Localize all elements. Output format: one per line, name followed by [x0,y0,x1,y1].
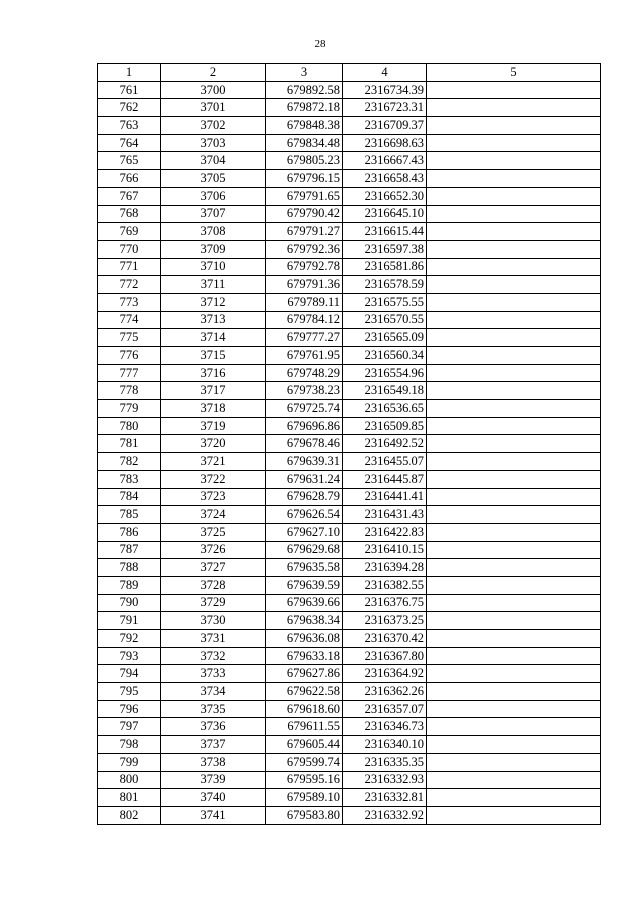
note-cell [427,594,601,612]
row-number-cell: 800 [98,771,161,789]
x-coordinate-cell: 679777.27 [266,329,343,347]
table-row [98,736,601,754]
note-cell [427,647,601,665]
point-number-cell: 3712 [161,293,266,311]
note-cell [427,630,601,648]
table-header [98,64,601,82]
y-coordinate-cell: 2316382.55 [343,576,427,594]
point-number-cell: 3721 [161,453,266,471]
point-number-cell: 3732 [161,647,266,665]
point-number-cell: 3740 [161,789,266,807]
y-coordinate-cell: 2316335.35 [343,753,427,771]
x-coordinate-cell: 679631.24 [266,470,343,488]
point-number-cell: 3724 [161,506,266,524]
y-coordinate-cell: 2316560.34 [343,347,427,365]
x-coordinate-cell: 679796.15 [266,170,343,188]
table-row [98,347,601,365]
note-cell [427,152,601,170]
row-number-cell: 783 [98,470,161,488]
y-coordinate-cell: 2316565.09 [343,329,427,347]
point-number-cell: 3736 [161,718,266,736]
note-cell [427,506,601,524]
y-coordinate-cell: 2316370.42 [343,630,427,648]
y-coordinate-cell: 2316709.37 [343,117,427,135]
x-coordinate-cell: 679626.54 [266,506,343,524]
note-cell [427,99,601,117]
table-row [98,488,601,506]
y-coordinate-cell: 2316575.55 [343,293,427,311]
note-cell [427,134,601,152]
note-cell [427,223,601,241]
x-coordinate-cell: 679848.38 [266,117,343,135]
note-cell [427,683,601,701]
x-coordinate-cell: 679599.74 [266,753,343,771]
table-row [98,170,601,188]
y-coordinate-cell: 2316362.26 [343,683,427,701]
table-row [98,789,601,807]
note-cell [427,258,601,276]
y-coordinate-cell: 2316597.38 [343,240,427,258]
table-row [98,134,601,152]
note-cell [427,347,601,365]
table-row [98,152,601,170]
x-coordinate-cell: 679738.23 [266,382,343,400]
y-coordinate-cell: 2316332.93 [343,771,427,789]
x-coordinate-cell: 679618.60 [266,700,343,718]
row-number-cell: 798 [98,736,161,754]
note-cell [427,240,601,258]
x-coordinate-cell: 679761.95 [266,347,343,365]
point-number-cell: 3741 [161,806,266,824]
coordinates-table [97,63,601,825]
row-number-cell: 799 [98,753,161,771]
note-cell [427,293,601,311]
row-number-cell: 770 [98,240,161,258]
y-coordinate-cell: 2316509.85 [343,417,427,435]
x-coordinate-cell: 679725.74 [266,400,343,418]
point-number-cell: 3716 [161,364,266,382]
row-number-cell: 792 [98,630,161,648]
y-coordinate-cell: 2316652.30 [343,187,427,205]
table-row [98,771,601,789]
row-number-cell: 774 [98,311,161,329]
y-coordinate-cell: 2316667.43 [343,152,427,170]
row-number-cell: 782 [98,453,161,471]
note-cell [427,576,601,594]
table-row [98,700,601,718]
y-coordinate-cell: 2316455.07 [343,453,427,471]
table-row [98,99,601,117]
point-number-cell: 3723 [161,488,266,506]
table-row [98,382,601,400]
x-coordinate-cell: 679589.10 [266,789,343,807]
x-coordinate-cell: 679633.18 [266,647,343,665]
y-coordinate-cell: 2316332.92 [343,806,427,824]
note-cell [427,382,601,400]
x-coordinate-cell: 679595.16 [266,771,343,789]
table-row [98,647,601,665]
y-coordinate-cell: 2316376.75 [343,594,427,612]
point-number-cell: 3726 [161,541,266,559]
x-coordinate-cell: 679611.55 [266,718,343,736]
x-coordinate-cell: 679748.29 [266,364,343,382]
note-cell [427,718,601,736]
point-number-cell: 3714 [161,329,266,347]
note-cell [427,364,601,382]
point-number-cell: 3734 [161,683,266,701]
point-number-cell: 3710 [161,258,266,276]
y-coordinate-cell: 2316698.63 [343,134,427,152]
row-number-cell: 762 [98,99,161,117]
point-number-cell: 3720 [161,435,266,453]
note-cell [427,806,601,824]
row-number-cell: 766 [98,170,161,188]
row-number-cell: 781 [98,435,161,453]
table-row [98,293,601,311]
x-coordinate-cell: 679790.42 [266,205,343,223]
x-coordinate-cell: 679639.66 [266,594,343,612]
row-number-cell: 767 [98,187,161,205]
y-coordinate-cell: 2316441.41 [343,488,427,506]
row-number-cell: 768 [98,205,161,223]
table-row [98,417,601,435]
x-coordinate-cell: 679792.78 [266,258,343,276]
row-number-cell: 794 [98,665,161,683]
y-coordinate-cell: 2316340.10 [343,736,427,754]
point-number-cell: 3730 [161,612,266,630]
table-row [98,594,601,612]
point-number-cell: 3701 [161,99,266,117]
table-row [98,311,601,329]
note-cell [427,771,601,789]
point-number-cell: 3708 [161,223,266,241]
row-number-cell: 796 [98,700,161,718]
row-number-cell: 786 [98,523,161,541]
note-cell [427,205,601,223]
table-row [98,187,601,205]
y-coordinate-cell: 2316549.18 [343,382,427,400]
y-coordinate-cell: 2316367.80 [343,647,427,665]
table-row [98,506,601,524]
table-row [98,81,601,99]
table-row [98,205,601,223]
row-number-cell: 775 [98,329,161,347]
x-coordinate-cell: 679791.27 [266,223,343,241]
y-coordinate-cell: 2316346.73 [343,718,427,736]
point-number-cell: 3733 [161,665,266,683]
point-number-cell: 3717 [161,382,266,400]
x-coordinate-cell: 679605.44 [266,736,343,754]
x-coordinate-cell: 679583.80 [266,806,343,824]
table-row [98,806,601,824]
note-cell [427,276,601,294]
row-number-cell: 761 [98,81,161,99]
note-cell [427,736,601,754]
row-number-cell: 765 [98,152,161,170]
note-cell [427,523,601,541]
point-number-cell: 3737 [161,736,266,754]
table-row [98,753,601,771]
row-number-cell: 777 [98,364,161,382]
y-coordinate-cell: 2316373.25 [343,612,427,630]
table-row [98,612,601,630]
row-number-cell: 788 [98,559,161,577]
row-number-cell: 789 [98,576,161,594]
note-cell [427,700,601,718]
x-coordinate-cell: 679639.59 [266,576,343,594]
x-coordinate-cell: 679678.46 [266,435,343,453]
note-cell [427,789,601,807]
point-number-cell: 3738 [161,753,266,771]
note-cell [427,117,601,135]
table-row [98,523,601,541]
column-header-5: 5 [427,64,601,82]
x-coordinate-cell: 679792.36 [266,240,343,258]
y-coordinate-cell: 2316364.92 [343,665,427,683]
row-number-cell: 802 [98,806,161,824]
point-number-cell: 3705 [161,170,266,188]
table-row [98,276,601,294]
row-number-cell: 776 [98,347,161,365]
table-row [98,329,601,347]
point-number-cell: 3729 [161,594,266,612]
note-cell [427,81,601,99]
point-number-cell: 3704 [161,152,266,170]
y-coordinate-cell: 2316422.83 [343,523,427,541]
y-coordinate-cell: 2316332.81 [343,789,427,807]
table-row [98,223,601,241]
note-cell [427,470,601,488]
note-cell [427,170,601,188]
note-cell [427,488,601,506]
point-number-cell: 3703 [161,134,266,152]
x-coordinate-cell: 679622.58 [266,683,343,701]
row-number-cell: 778 [98,382,161,400]
y-coordinate-cell: 2316581.86 [343,258,427,276]
y-coordinate-cell: 2316357.07 [343,700,427,718]
point-number-cell: 3706 [161,187,266,205]
row-number-cell: 791 [98,612,161,630]
note-cell [427,187,601,205]
point-number-cell: 3725 [161,523,266,541]
table-body [98,81,601,824]
row-number-cell: 780 [98,417,161,435]
point-number-cell: 3731 [161,630,266,648]
point-number-cell: 3711 [161,276,266,294]
row-number-cell: 771 [98,258,161,276]
y-coordinate-cell: 2316723.31 [343,99,427,117]
y-coordinate-cell: 2316431.43 [343,506,427,524]
note-cell [427,311,601,329]
row-number-cell: 772 [98,276,161,294]
table-row [98,718,601,736]
note-cell [427,753,601,771]
row-number-cell: 763 [98,117,161,135]
y-coordinate-cell: 2316645.10 [343,205,427,223]
x-coordinate-cell: 679789.11 [266,293,343,311]
x-coordinate-cell: 679892.58 [266,81,343,99]
row-number-cell: 793 [98,647,161,665]
page-number: 28 [314,38,326,50]
x-coordinate-cell: 679639.31 [266,453,343,471]
row-number-cell: 764 [98,134,161,152]
table-row [98,683,601,701]
y-coordinate-cell: 2316578.59 [343,276,427,294]
y-coordinate-cell: 2316536.65 [343,400,427,418]
x-coordinate-cell: 679696.86 [266,417,343,435]
table-row [98,400,601,418]
row-number-cell: 779 [98,400,161,418]
table-row [98,117,601,135]
note-cell [427,559,601,577]
x-coordinate-cell: 679628.79 [266,488,343,506]
point-number-cell: 3707 [161,205,266,223]
x-coordinate-cell: 679627.10 [266,523,343,541]
point-number-cell: 3727 [161,559,266,577]
note-cell [427,329,601,347]
point-number-cell: 3715 [161,347,266,365]
y-coordinate-cell: 2316734.39 [343,81,427,99]
point-number-cell: 3739 [161,771,266,789]
table-row [98,630,601,648]
y-coordinate-cell: 2316570.55 [343,311,427,329]
y-coordinate-cell: 2316445.87 [343,470,427,488]
column-header-4: 4 [343,64,427,82]
row-number-cell: 785 [98,506,161,524]
row-number-cell: 797 [98,718,161,736]
note-cell [427,612,601,630]
row-number-cell: 790 [98,594,161,612]
x-coordinate-cell: 679784.12 [266,311,343,329]
table-row [98,453,601,471]
y-coordinate-cell: 2316658.43 [343,170,427,188]
table-row [98,240,601,258]
y-coordinate-cell: 2316410.15 [343,541,427,559]
column-header-3: 3 [266,64,343,82]
x-coordinate-cell: 679834.48 [266,134,343,152]
row-number-cell: 801 [98,789,161,807]
point-number-cell: 3709 [161,240,266,258]
x-coordinate-cell: 679636.08 [266,630,343,648]
row-number-cell: 787 [98,541,161,559]
y-coordinate-cell: 2316554.96 [343,364,427,382]
point-number-cell: 3719 [161,417,266,435]
table-row [98,541,601,559]
row-number-cell: 784 [98,488,161,506]
note-cell [427,417,601,435]
y-coordinate-cell: 2316492.52 [343,435,427,453]
note-cell [427,665,601,683]
note-cell [427,400,601,418]
row-number-cell: 769 [98,223,161,241]
point-number-cell: 3728 [161,576,266,594]
row-number-cell: 795 [98,683,161,701]
x-coordinate-cell: 679629.68 [266,541,343,559]
note-cell [427,435,601,453]
y-coordinate-cell: 2316615.44 [343,223,427,241]
x-coordinate-cell: 679638.34 [266,612,343,630]
note-cell [427,453,601,471]
table-row [98,435,601,453]
table-row [98,665,601,683]
row-number-cell: 773 [98,293,161,311]
point-number-cell: 3702 [161,117,266,135]
point-number-cell: 3722 [161,470,266,488]
point-number-cell: 3700 [161,81,266,99]
point-number-cell: 3713 [161,311,266,329]
table-row [98,258,601,276]
point-number-cell: 3735 [161,700,266,718]
x-coordinate-cell: 679635.58 [266,559,343,577]
x-coordinate-cell: 679791.65 [266,187,343,205]
x-coordinate-cell: 679627.86 [266,665,343,683]
table-row [98,364,601,382]
header-row [98,64,601,82]
note-cell [427,541,601,559]
x-coordinate-cell: 679791.36 [266,276,343,294]
x-coordinate-cell: 679872.18 [266,99,343,117]
x-coordinate-cell: 679805.23 [266,152,343,170]
y-coordinate-cell: 2316394.28 [343,559,427,577]
table-row [98,559,601,577]
table-row [98,576,601,594]
column-header-2: 2 [161,64,266,82]
point-number-cell: 3718 [161,400,266,418]
column-header-1: 1 [98,64,161,82]
table-row [98,470,601,488]
